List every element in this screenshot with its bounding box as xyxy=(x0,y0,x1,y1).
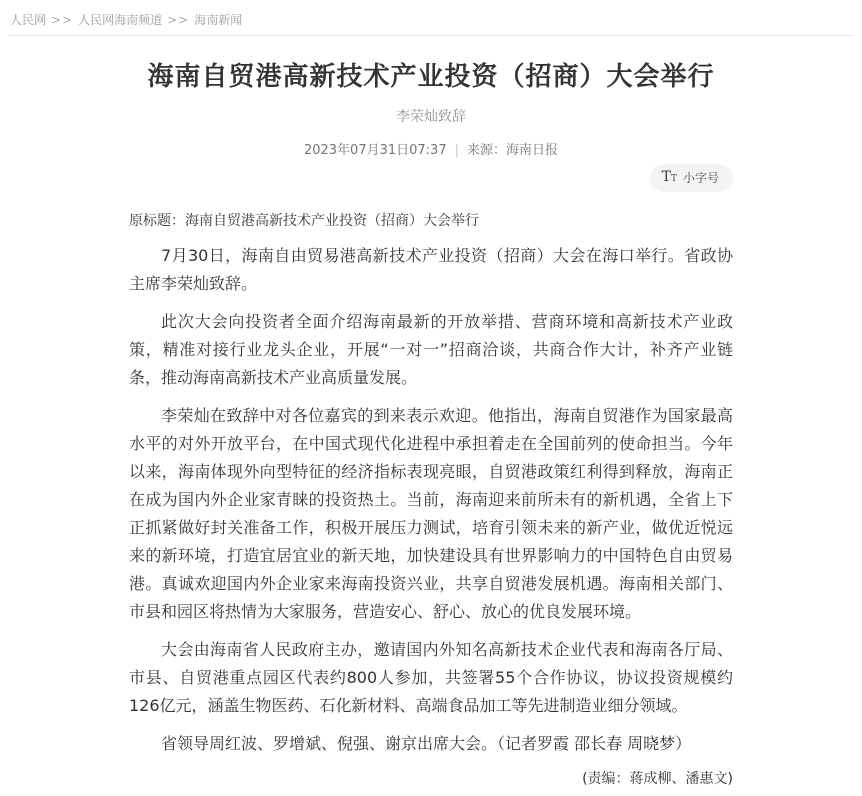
article-paragraph-2: 此次大会向投资者全面介绍海南最新的开放举措、营商环境和高新技术产业政策，精准对接行业龙头企业，开展“一对一”招商洽谈，共商合作大计，补齐产业链条，推动海南高新技术产业高质量发展。 xyxy=(129,312,733,387)
article-paragraph-3: 李荣灿在致辞中对各位嘉宾的到来表示欢迎。他指出，海南自贸港作为国家最高水平的对外开放平台，在中国式现代化进程中承担着走在全国前列的使命担当。今年以来，海南体现外向型特征的经济指标表现亮眼，自贸港政策红利得到释放，海南正在成为国内外企业家青睐的投资热土。当前，海南迎来前所未有的新机遇，全省上下正抓紧做好封关准备工作，积极开展压力测试，培育引领未来的新产业，做优近悦远来的新环境，打造宜居宜业的新天地，加快建设具有世界影响力的中国特色自由贸易港。真诚欢迎国内外企业家来海南投资兴业，共享自贸港发展机遇。海南相关部门、市县和园区将热情为大家服务，营造安心、舒心、放心的优良发展环境。 xyxy=(129,406,733,621)
breadcrumb-separator: >> xyxy=(51,13,74,27)
meta-separator: | xyxy=(454,143,459,158)
text-size-icon: T T xyxy=(661,169,677,185)
article-paragraph-5: 省领导周红波、罗增斌、倪强、谢京出席大会。（记者罗霞 邵长春 周晓梦） xyxy=(161,734,692,753)
source-label: 来源： xyxy=(467,143,507,158)
breadcrumb-link-hainan-news[interactable]: 海南新闻 xyxy=(194,13,243,27)
article-meta xyxy=(129,139,733,158)
breadcrumb-link-peoples-net[interactable]: 人民网 xyxy=(10,13,47,27)
article-paragraph-1: 7月30日，海南自由贸易港高新技术产业投资（招商）大会在海口举行。省政协主席李荣灿致辞。 xyxy=(129,246,733,293)
header-divider xyxy=(8,35,854,36)
breadcrumb xyxy=(0,0,862,28)
article-toolbar xyxy=(129,164,733,192)
article-paragraph-4: 大会由海南省人民政府主办，邀请国内外知名高新技术企业代表和海南各厅局、市县、自贸港重点园区代表约800人参加，共签署55个合作协议，协议投资规模约126亿元，涵盖生物医药、石化新材料、高端食品加工等先进制造业细分领域。 xyxy=(129,640,733,715)
original-title: 原标题：海南自贸港高新技术产业投资（招商）大会举行 xyxy=(129,213,479,229)
font-size-button-label: 小字号 xyxy=(682,171,719,185)
article-content xyxy=(129,60,733,796)
editor-note: (责编：蒋成柳、潘惠文) xyxy=(582,771,733,787)
source-link[interactable]: 海南日报 xyxy=(506,143,559,158)
publish-date: 2023年07月31日07:37 xyxy=(303,143,447,158)
page-title: 海南自贸港高新技术产业投资（招商）大会举行 xyxy=(147,62,715,92)
breadcrumb-separator: >> xyxy=(167,13,190,27)
article-subtitle: 李荣灿致辞 xyxy=(396,109,466,125)
breadcrumb-link-hainan-channel[interactable]: 人民网海南频道 xyxy=(78,13,163,27)
font-size-button[interactable] xyxy=(650,164,733,192)
